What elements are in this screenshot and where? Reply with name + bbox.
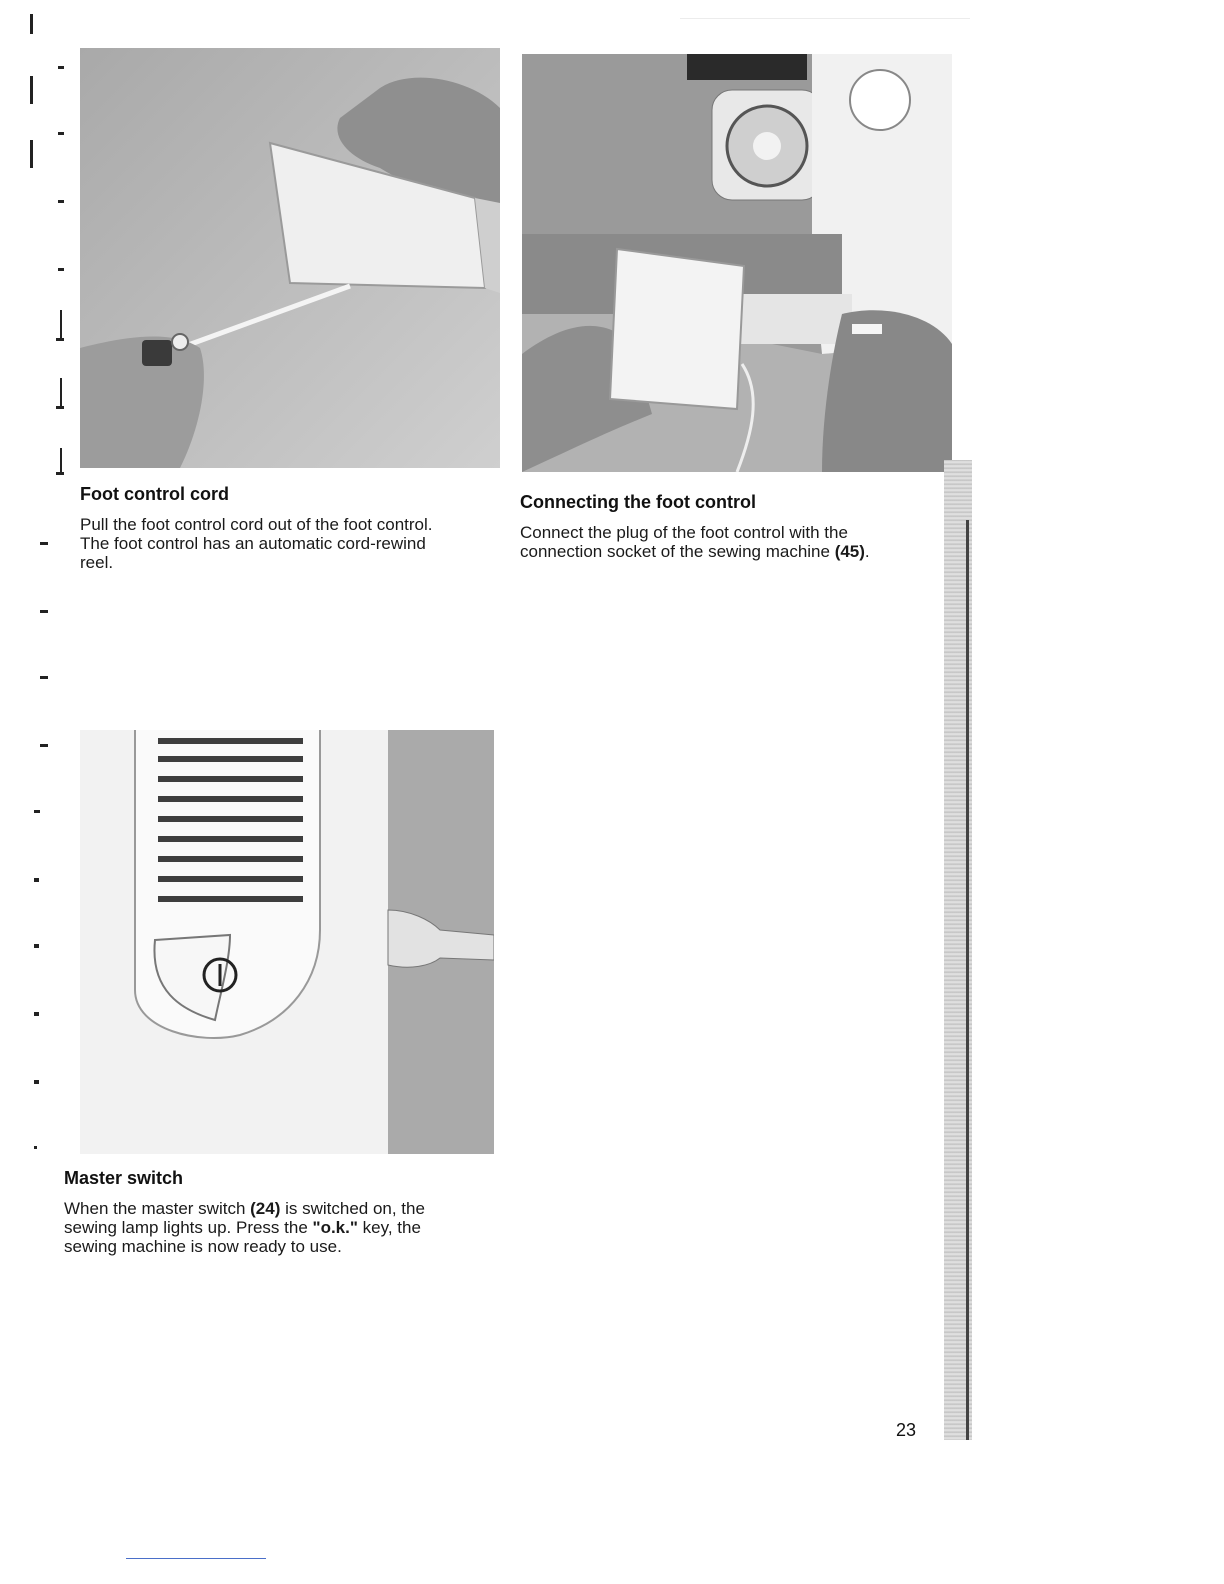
footer-rule — [126, 1558, 266, 1559]
photo-connecting-foot-control — [522, 54, 952, 472]
margin-registration-marks — [0, 0, 70, 1584]
ref-master-switch-24: (24) — [250, 1199, 281, 1218]
photo-master-switch — [80, 730, 494, 1154]
heading-foot-control-cord: Foot control cord — [80, 484, 229, 504]
text-connecting-foot-control: Connect the plug of the foot control with the connection socket of the sewing machine (45). — [520, 523, 870, 561]
ref-socket-45: (45) — [834, 542, 865, 561]
photo-foot-control-cord — [80, 48, 500, 468]
heading-master-switch: Master switch — [64, 1168, 184, 1188]
page-number: 23 — [896, 1420, 917, 1440]
section-connecting-foot-control — [520, 492, 940, 561]
heading-connecting-foot-control: Connecting the foot control — [520, 492, 756, 512]
section-foot-control-cord — [80, 484, 500, 572]
ref-ok-key: "o.k." — [312, 1218, 358, 1237]
scan-edge-line — [966, 520, 969, 1440]
text-master-switch: When the master switch (24) is switched on, the sewing lamp lights up. Press the "o.k." key, the sewing machine is now ready to use. — [64, 1199, 425, 1256]
section-master-switch — [64, 1168, 504, 1256]
text-foot-control-cord: Pull the foot control cord out of the foot control. The foot control has an automatic cord-rewind reel. — [80, 515, 433, 572]
scan-top-rule — [680, 18, 970, 19]
